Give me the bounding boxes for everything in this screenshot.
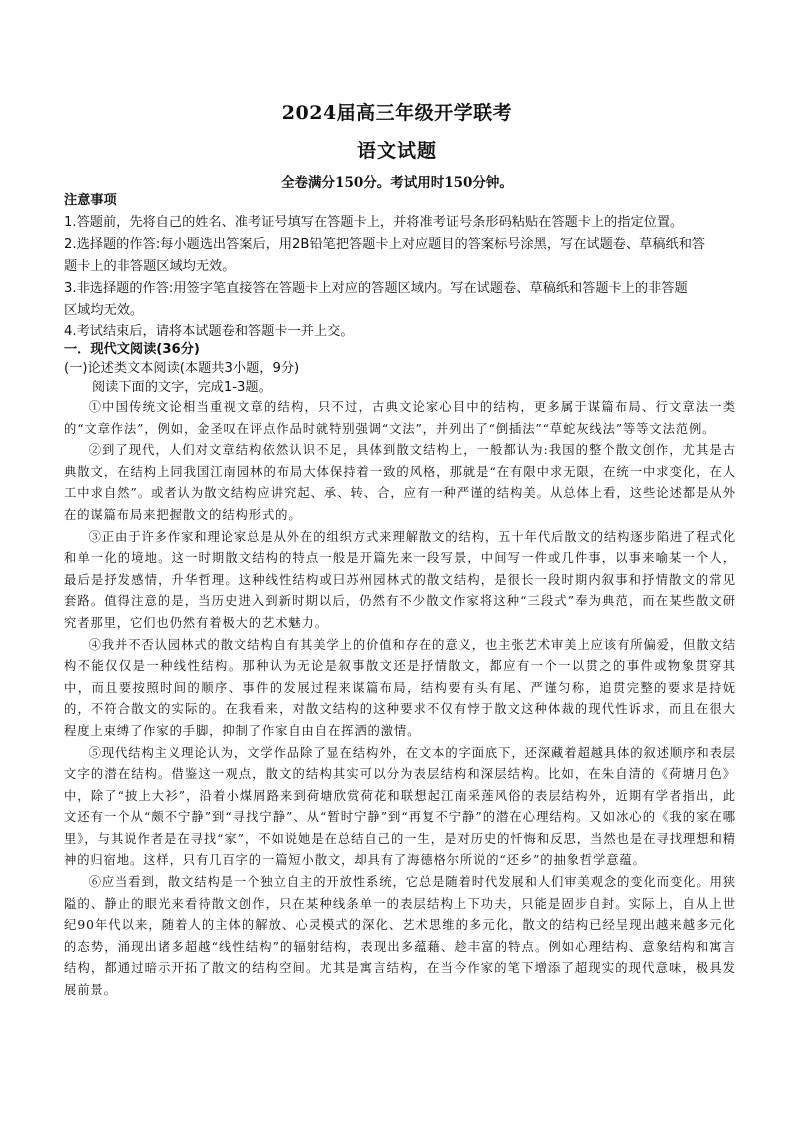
section-instruction: 阅读下面的文字，完成1-3题。 (92, 380, 272, 395)
notes-line-2: 2.选择题的作答:每小题选出答案后，用2B铅笔把答题卡上对应题目的答案标号涂黑，写在试题卷、草稿纸和答 (64, 237, 706, 252)
reading-passage (64, 397, 736, 1002)
notes-line-3: 题卡上的非答题区域均无效。 (64, 259, 236, 274)
notes-line-5: 区域均无效。 (64, 303, 144, 318)
notes-line-4: 3.非选择题的作答:用签字笔直接答在答题卡上对应的答题区域内。写在试题卷、草稿纸和答题卡上的非答题 (64, 281, 688, 296)
score-info: 全卷满分150分。考试用时150分钟。 (281, 175, 513, 191)
notes-heading: 注意事项 (64, 193, 117, 208)
subject-title: 语文试题 (356, 140, 437, 162)
section-subheading: (一)论述类文本阅读(本题共3小题，9分) (64, 361, 300, 376)
passage-paragraph-1: ①中国传统文论相当重视文章的结构，只不过，古典文论家心目中的结构，更多属于谋篇布局、行文章法一类的“文章作法”，例如，金圣叹在评点作品时就特别强调“文法”，并列出了“倒插法”“草蛇灰线法”等等文法范例。 (64, 400, 736, 436)
passage-paragraph-4: ④我并不否认园林式的散文结构自有其美学上的价值和存在的意义，也主张艺术审美上应该有所偏爱，但散文结构不能仅仅是一种线性结构。那种认为无论是叙事散文还是抒情散文，都应有一个一以贯之的事件或物象贯穿其中，而且要按照时间的顺序、事件的发展过程来谋篇布局，结构要有头有尾、严谨匀称，追贯完整的要求是持妩的，不符合散文的实际的。在我看来，对散文结构的这种要求不仅有悖于散文这种体裁的现代性诉求，而且在很大程度上束缚了作家的手脚，抑制了作家自由自在挥洒的激情。 (64, 637, 736, 738)
notes-line-6: 4.考试结束后，请将本试题卷和答题卡一并上交。 (64, 324, 354, 339)
notes-line-1: 1.答题前，先将自己的姓名、准考证号填写在答题卡上，并将准考证号条形码粘贴在答题卡上的指定位置。 (64, 215, 684, 230)
section-heading: 一．现代文阅读(36分) (64, 342, 200, 357)
passage-paragraph-5: ⑤现代结构主义理论认为，文学作品除了显在结构外，在文本的字面底下，还深藏着超越具体的叙述顺序和表层文字的潜在结构。借鉴这一观点，散文的结构其实可以分为表层结构和深层结构。比如，在朱自清的《荷塘月色》中，除了“披上大衫”，沿着小煤屑路来到荷塘欣赏荷花和联想起江南采莲风俗的表层结构外，近期有学者指出，此文还有一个从“颇不宁静”到“寻找宁静”、从“暂时宁静”到“再复不宁静”的潜在心理结构。又如冰心的《我的家在哪里》，与其说作者是在寻找“家”，不如说她是在总结自己的一生，是对历史的忏悔和反思，当然也是在寻找理想和精神的归宿地。这样，只有几百字的一篇短小散文，却具有了海德格尔所说的“还乡”的抽象哲学意蕴。 (64, 745, 736, 868)
passage-paragraph-2: ②到了现代，人们对文章结构依然认识不足，具体到散文结构上，一般都认为:我国的整个散文创作，尤其是古典散文，在结构上同我国江南园林的布局大体保持着一致的风格，那就是“在有限中求无限，在统一中求变化，在人工中求自然”。或者认为散文结构应讲究起、承、转、合，应有一种严谨的结构美。从总体上看，这些论述都是从外在的谋篇布局来把握散文的结构形式的。 (64, 443, 736, 522)
exam-title: 2024届高三年级开学联考 (281, 102, 513, 124)
passage-paragraph-6: ⑥应当看到，散文结构是一个独立自主的开放性系统，它总是随着时代发展和人们审美观念的变化而变化。用狭隘的、静止的眼光来看待散文创作，只在某种线条单一的表层结构上下功夫，只能是固步自封。实际上，自从上世纪90年代以来，随着人的主体的解放、心灵模式的深化、艺术思维的多元化，散文的结构已经呈现出越来越多元化的态势，涌现出诸多超越“线性结构”的辐射结构，表现出多蕴藉、趁丰富的特点。例如心理结构、意象结构和寓言结构，都通过暗示开拓了散文的结构空间。尤其是寓言结构，在当今作家的笔下增添了超现实的现代意味，极具发展前景。 (64, 875, 736, 998)
passage-paragraph-3: ③正由于许多作家和理论家总是从外在的组织方式来理解散文的结构，五十年代后散文的结构逐步陷进了程式化和单一化的境地。这一时期散文结构的特点一般是开篇先来一段写景，中间写一件或几件事，以事来喻某一个人，最后是抒发感情，升华哲理。这种线性结构或曰苏州园林式的散文结构，是很长一段时期内叙事和抒情散文的常见套路。值得注意的是，当历史进入到新时期以后，仍然有不少散文作家将这种“三段式”奉为典范，而在某些散文研究者那里，它们也仍然有着极大的艺术魅力。 (64, 529, 736, 630)
